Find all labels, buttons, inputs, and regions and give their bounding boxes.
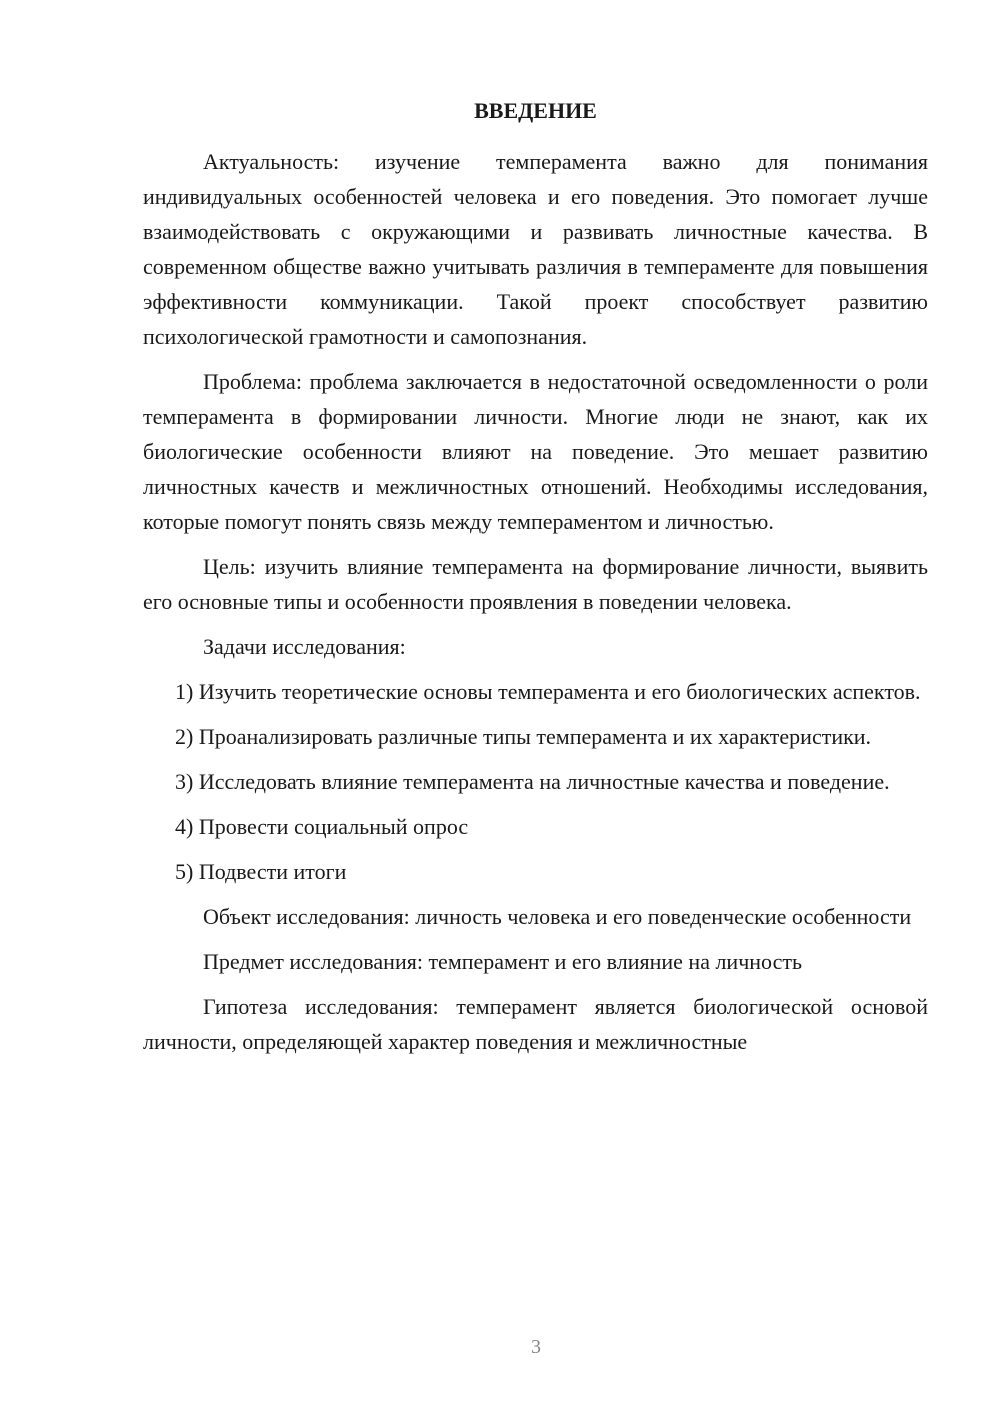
paragraph-subject: Предмет исследования: темперамент и его влияние на личность (203, 949, 803, 974)
paragraph-goal: Цель: изучить влияние темперамента на формирование личности, выявить его основные типы и особенности проявления в поведении человека. (143, 554, 928, 614)
paragraph-relevance: Актуальность: изучение темперамента важно для понимания индивидуальных особенностей человека и его поведения. Это помогает лучше взаимодействовать с окружающими и развивать личностные качества. В современном обществе важно учитывать различия в темпераменте для повышения эффективности коммуникации. Такой проект способствует развитию психологической грамотности и самопознания. (143, 149, 928, 349)
tasks-heading: Задачи исследования: (203, 634, 406, 659)
task-item-5: 5) Подвести итоги (175, 859, 347, 884)
task-item-4: 4) Провести социальный опрос (175, 814, 469, 839)
page-number: 3 (531, 1336, 541, 1358)
document-body (143, 144, 928, 1059)
task-item-1: 1) Изучить теоретические основы темперамента и его биологических аспектов. (175, 679, 921, 704)
paragraph-problem: Проблема: проблема заключается в недостаточной осведомленности о роли темперамента в формировании личности. Многие люди не знают, как их биологические особенности влияют на поведение. Это мешает развитию личностных качеств и межличностных отношений. Необходимы исследования, которые помогут понять связь между темпераментом и личностью. (143, 369, 928, 534)
paragraph-object: Объект исследования: личность человека и его поведенческие особенности (203, 904, 912, 929)
task-item-2: 2) Проанализировать различные типы темперамента и их характеристики. (175, 724, 872, 749)
task-item-3: 3) Исследовать влияние темперамента на личностные качества и поведение. (175, 769, 890, 794)
paragraph-hypothesis: Гипотеза исследования: темперамент является биологической основой личности, определяющей характер поведения и межличностные (143, 994, 928, 1054)
page-title: ВВЕДЕНИЕ (474, 98, 597, 123)
